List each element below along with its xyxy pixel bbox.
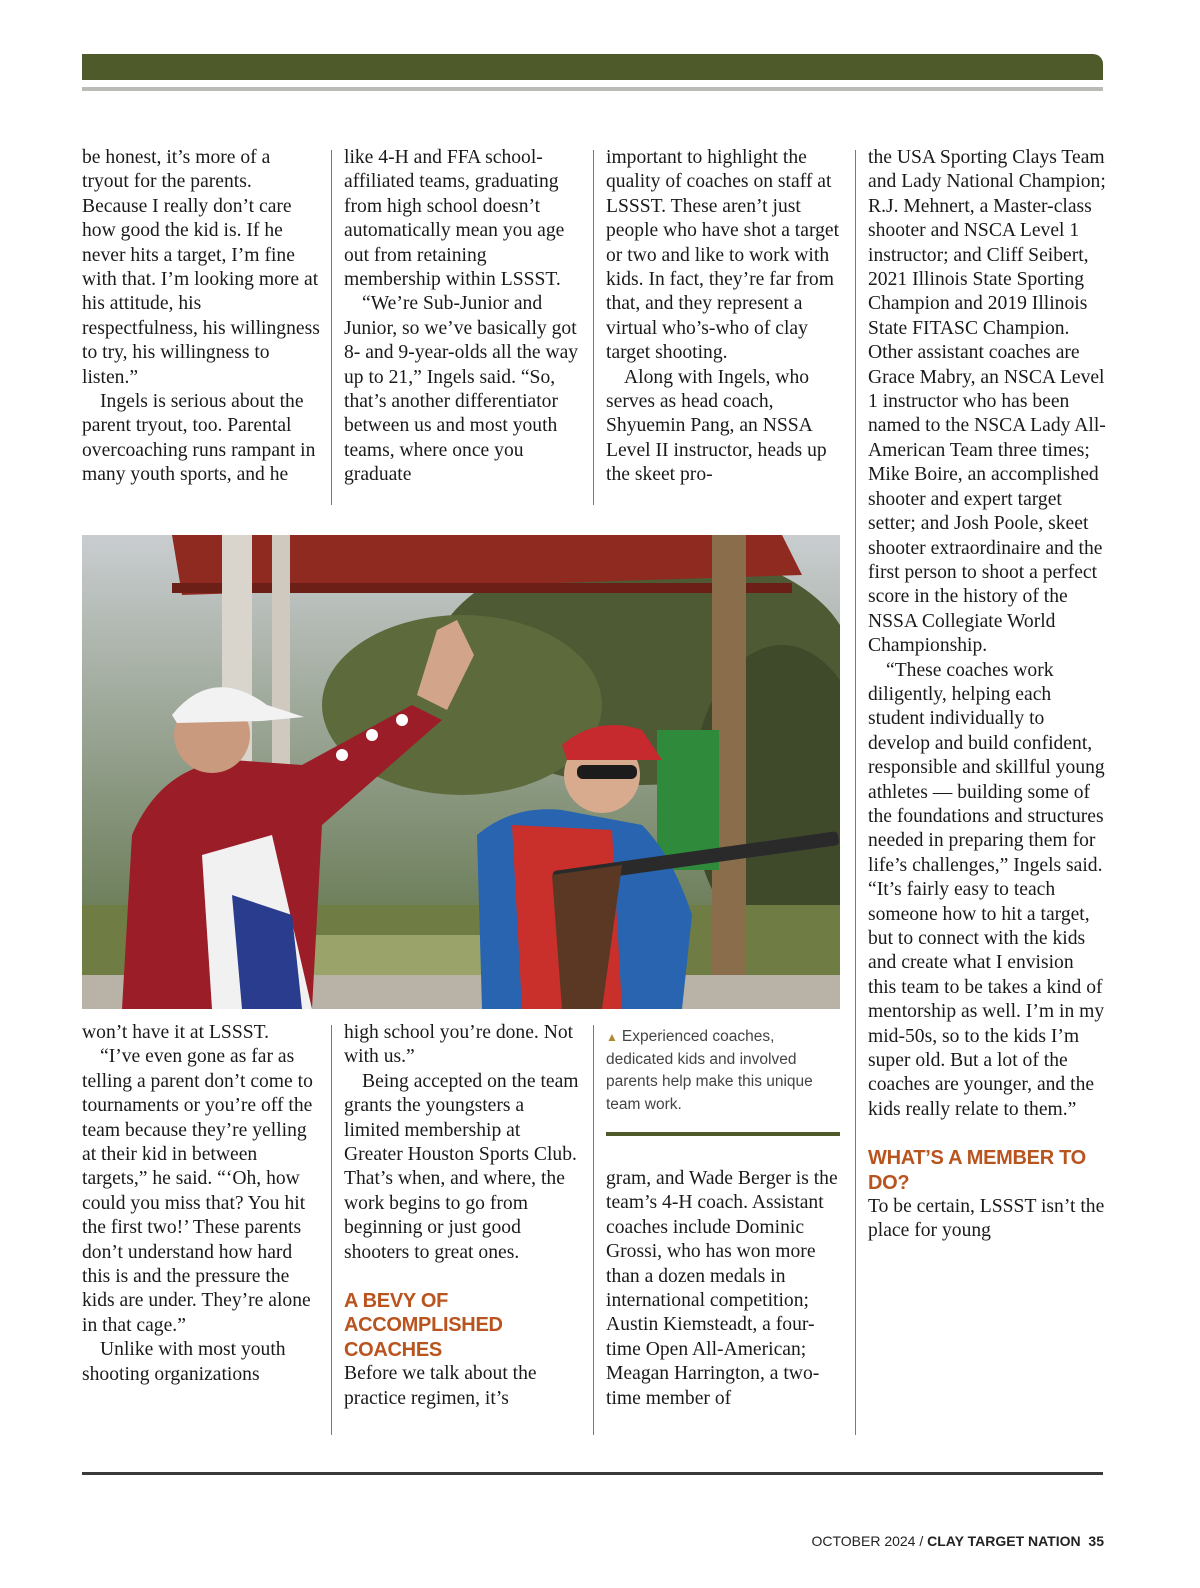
top-rule [82, 87, 1103, 91]
paragraph: like 4-H and FFA school-affiliated teams, graduating from high school doesn’t automatically mean you age out from retaining membership within LSSST. [344, 147, 565, 291]
photo-coach-high-five [82, 535, 840, 1009]
column-2-bottom [344, 1021, 582, 1411]
paragraph: Before we talk about the practice regimen, it’s [344, 1363, 537, 1409]
paragraph: Unlike with most youth shooting organizations [82, 1339, 286, 1385]
top-banner-bar [82, 54, 1103, 80]
section-heading: WHAT’S A MEMBER TO DO? [868, 1147, 1086, 1194]
paragraph: be honest, it’s more of a tryout for the parents. Because I really don’t care how good the kid is. If he never hits a target, I’m fine with that. I’m looking more at his attitude, his respectfulness, his willingness to try, his willingness to listen.” [82, 147, 320, 388]
column-3-bottom [606, 1167, 844, 1411]
section-heading: A BEVY OF ACCOMPLISHED COACHES [344, 1290, 503, 1361]
paragraph: To be certain, LSSST isn’t the place for young [868, 1196, 1105, 1242]
column-divider [855, 150, 856, 1435]
column-3-top [606, 146, 844, 488]
column-divider [593, 150, 594, 505]
caption-rule [606, 1132, 840, 1136]
issue-date: OCTOBER 2024 / [811, 1533, 924, 1549]
column-1-bottom [82, 1021, 320, 1387]
paragraph: “We’re Sub-Junior and Junior, so we’ve basically got 8- and 9-year-olds all the way up to 21,” Ingels said. “So, that’s another differentiator between us and most youth teams, where once you graduate [344, 293, 579, 486]
column-1-top [82, 146, 320, 488]
paragraph: important to highlight the quality of coaches on staff at LSSST. These aren’t just people who have shot a target or two and like to work with kids. In fact, they’re far from that, and they represent a virtual who’s-who of clay target shooting. [606, 147, 840, 364]
paragraph: “I’ve even gone as far as telling a parent don’t come to tournaments or you’re off the team because they’re yelling at their kid in between targets,” he said. “‘Oh, how could you miss that? You hit the first two!’ These parents don’t understand how hard this is and the pressure the kids are under. They’re alone in that cage.” [82, 1046, 313, 1336]
column-divider [331, 1025, 332, 1435]
paragraph: Being accepted on the team grants the youngsters a limited membership at Greater Houston Sports Club. That’s when, and where, the work begins to go from beginning or just good shooters to great ones. [344, 1070, 579, 1263]
triangle-icon: ▲ [606, 1030, 618, 1044]
column-2-top [344, 146, 582, 488]
column-divider [593, 1025, 594, 1435]
paragraph: high school you’re done. Not with us.” [344, 1022, 574, 1068]
page-footer [811, 1533, 1104, 1549]
paragraph: Ingels is serious about the parent tryout, too. Parental overcoaching runs rampant in many youth sports, and he [82, 391, 316, 486]
column-divider [331, 150, 332, 505]
column-4 [868, 146, 1106, 1244]
photo-caption [606, 1026, 838, 1116]
caption-text: Experienced coaches, dedicated kids and involved parents help make this unique team work. [606, 1028, 813, 1113]
paragraph: the USA Sporting Clays Team and Lady National Champion; R.J. Mehnert, a Master-class shooter and NSCA Level 1 instructor; and Cliff Seibert, 2021 Illinois State Sporting Champion and 2019 Illinois State FITASC Champion. Other assistant coaches are Grace Mabry, an NSCA Level 1 instructor who has been named to the NSCA Lady All-American Team three times; Mike Boire, an accomplished shooter and expert target setter; and Josh Poole, skeet shooter extraordinaire and the first person to shoot a perfect score in the history of the NSSA Collegiate World Championship. [868, 147, 1106, 657]
paragraph: “These coaches work diligently, helping each student individually to develop and build confident, responsible and skillful young athletes — building some of the foundations and structures needed in preparing them for life’s challenges,” Ingels said. “It’s fairly easy to teach someone how to hit a target, but to connect with the kids and create what I envision this team to be takes a kind of mentorship as well. I’m in my mid-50s, so to the kids I’m super old. But a lot of the coaches are younger, and the kids really relate to them.” [868, 659, 1105, 1120]
paragraph: gram, and Wade Berger is the team’s 4-H coach. Assistant coaches include Dominic Grossi, who has won more than a dozen medals in international competition; Austin Kiemsteadt, a four-time Open All-American; Meagan Harrington, a two-time member of [606, 1168, 838, 1409]
paragraph: won’t have it at LSSST. [82, 1022, 270, 1043]
footer-rule [82, 1472, 1103, 1475]
page-number: 35 [1088, 1533, 1104, 1549]
magazine-name: CLAY TARGET NATION [927, 1533, 1081, 1549]
paragraph: Along with Ingels, who serves as head coach, Shyuemin Pang, an NSSA Level II instructor, heads up the skeet pro- [606, 366, 827, 486]
